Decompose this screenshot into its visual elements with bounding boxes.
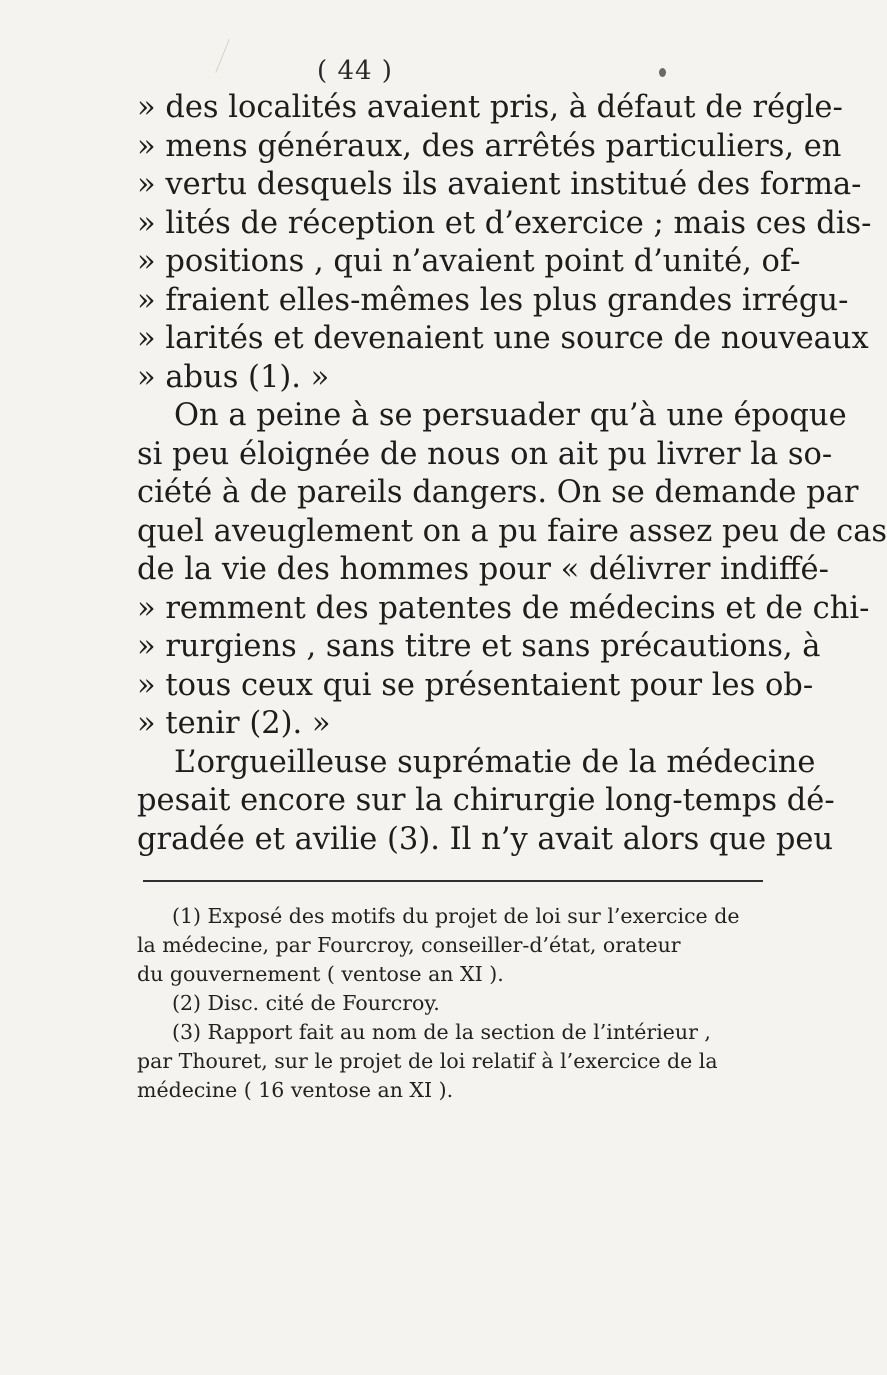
- text-line: » lités de réception et d’exercice ; mais ces dis-: [137, 206, 872, 241]
- text-line: de la vie des hommes pour « délivrer indiffé-: [137, 552, 829, 587]
- text-line: pesait encore sur la chirurgie long-temps dé-: [137, 783, 835, 818]
- text-line: » tenir (2). »: [137, 706, 331, 741]
- footnote-line: la médecine, par Fourcroy, conseiller-d’état, orateur: [137, 933, 681, 957]
- text-line: » vertu desquels ils avaient institué des forma-: [137, 167, 862, 202]
- text-line: L’orgueilleuse suprématie de la médecine: [174, 745, 816, 780]
- footnote-line: (3) Rapport fait au nom de la section de l’intérieur ,: [172, 1020, 711, 1044]
- text-line: » remment des patentes de médecins et de chi-: [137, 591, 870, 626]
- text-line: » larités et devenaient une source de nouveaux: [137, 321, 869, 356]
- text-line: si peu éloignée de nous on ait pu livrer la so-: [137, 437, 833, 472]
- text-line: ciété à de pareils dangers. On se demande par: [137, 475, 859, 510]
- text-line: On a peine à se persuader qu’à une époque: [174, 398, 847, 433]
- footnote-line: (2) Disc. cité de Fourcroy.: [172, 991, 440, 1015]
- footnote-line: (1) Exposé des motifs du projet de loi sur l’exercice de: [172, 904, 740, 928]
- text-line: » positions , qui n’avaient point d’unité, of-: [137, 244, 801, 279]
- page-number: ( 44 ): [317, 56, 393, 86]
- footnote-line: du gouvernement ( ventose an XI ).: [137, 962, 504, 986]
- text-line: » mens généraux, des arrêtés particuliers, en: [137, 129, 842, 164]
- text-line: » abus (1). »: [137, 360, 330, 395]
- footnote-rule: [143, 880, 763, 882]
- text-line: » fraient elles-mêmes les plus grandes irrégu-: [137, 283, 849, 318]
- text-line: » rurgiens , sans titre et sans précautions, à: [137, 629, 821, 664]
- text-line: » des localités avaient pris, à défaut de régle-: [137, 90, 843, 125]
- text-line: quel aveuglement on a pu faire assez peu de cas: [137, 514, 887, 549]
- text-line: gradée et avilie (3). Il n’y avait alors que peu: [137, 822, 834, 857]
- text-line: » tous ceux qui se présentaient pour les ob-: [137, 668, 814, 703]
- footnote-line: médecine ( 16 ventose an XI ).: [137, 1078, 454, 1102]
- footnote-line: par Thouret, sur le projet de loi relatif à l’exercice de la: [137, 1049, 718, 1073]
